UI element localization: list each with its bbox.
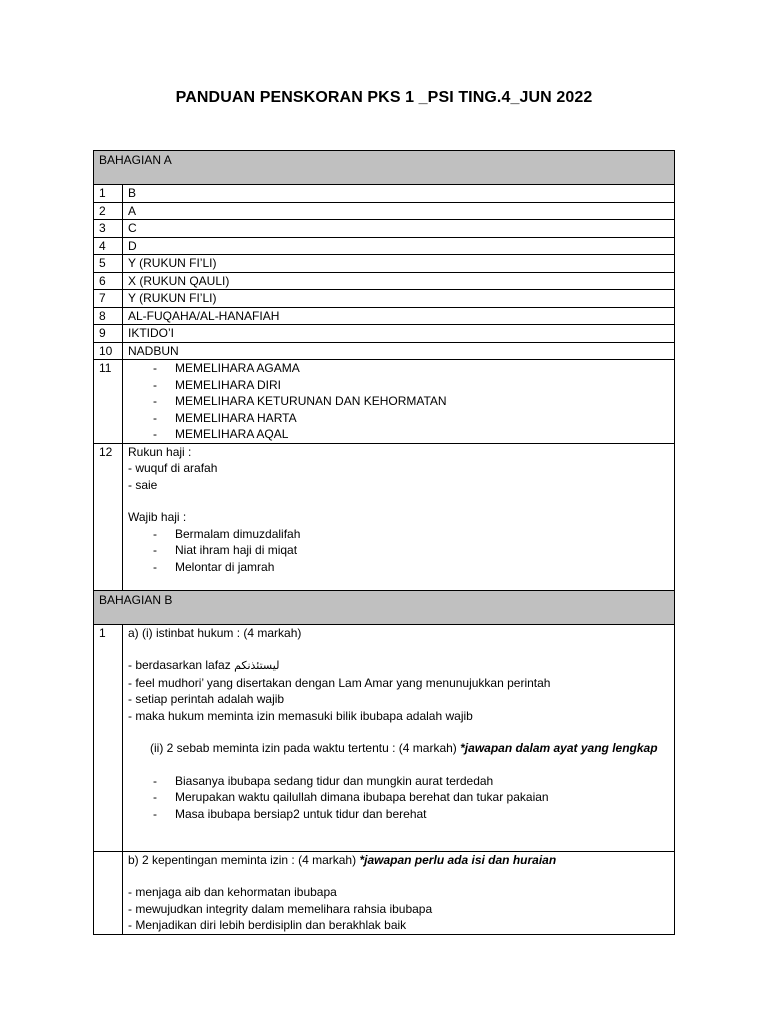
list-item: - MEMELIHARA KETURUNAN DAN KEHORMATAN (153, 394, 447, 408)
table-row (94, 255, 675, 273)
question-number: 3 (94, 220, 123, 238)
arabic-lafaz: ليستئذنكم (234, 659, 280, 672)
question-number: 9 (94, 325, 123, 343)
table-row (94, 237, 675, 255)
question-number: 12 (94, 443, 123, 590)
page-title: PANDUAN PENSKORAN PKS 1 _PSI TING.4_JUN 2022 (175, 89, 593, 106)
table-row (94, 342, 675, 360)
answer-cell: AL-FUQAHA/AL-HANAFIAH (123, 307, 675, 325)
marking-note: *jawapan dalam ayat yang lengkap (460, 741, 658, 755)
section-header-a (94, 151, 675, 185)
list-item: - feel mudhori’ yang disertakan dengan Lam Amar yang menunujukkan perintah (128, 675, 551, 690)
question-number: 11 (94, 360, 123, 444)
list-item: - Bermalam dimuzdalifah (153, 526, 301, 541)
answer-cell: X (RUKUN QAULI) (123, 272, 675, 290)
list-item: - maka hukum meminta izin memasuki bilik ibubapa adalah wajib (128, 708, 473, 723)
table-row (94, 202, 675, 220)
list-item: - MEMELIHARA DIRI (153, 377, 282, 392)
wajib-haji-heading: Wajib haji : (128, 510, 187, 524)
answer-cell (123, 851, 675, 934)
list-item: - setiap perintah adalah wajib (128, 692, 285, 706)
question-number: 2 (94, 202, 123, 220)
answer-cell (123, 624, 675, 851)
question-number: 7 (94, 290, 123, 308)
answer-cell: Y (RUKUN FI’LI) (123, 255, 675, 273)
answer-cell: D (123, 237, 675, 255)
answer-cell (123, 360, 675, 444)
section-title: BAHAGIAN A (94, 151, 675, 185)
answer-cell: Y (RUKUN FI’LI) (123, 290, 675, 308)
list-item: - MEMELIHARA AGAMA (153, 361, 300, 375)
list-item: - Merupakan waktu qailullah dimana ibubapa berehat dan tukar pakaian (153, 790, 549, 804)
answer-table (93, 150, 675, 935)
question-number: 1 (94, 624, 123, 851)
answer-cell: A (123, 202, 675, 220)
question-number: 10 (94, 342, 123, 360)
question-number: 6 (94, 272, 123, 290)
table-row (94, 290, 675, 308)
table-row-b1a (94, 624, 675, 851)
question-number: 8 (94, 307, 123, 325)
list-item: - MEMELIHARA HARTA (153, 410, 297, 425)
table-row (94, 307, 675, 325)
list-item: - Menjadikan diri lebih berdisiplin dan berakhlak baik (128, 918, 407, 932)
section-header-b (94, 590, 675, 624)
list-item: - Melontar di jamrah (153, 559, 275, 574)
list-item: - saie (128, 477, 158, 492)
list-item: - wuquf di arafah (128, 461, 218, 475)
section-title: BAHAGIAN B (94, 590, 675, 624)
question-heading: b) 2 kepentingan meminta izin : (4 markah) *jawapan perlu ada isi dan huraian (128, 852, 557, 867)
answer-cell: B (123, 185, 675, 203)
question-number: 4 (94, 237, 123, 255)
answer-cell (123, 443, 675, 590)
rukun-haji-heading: Rukun haji : (128, 444, 192, 459)
list-item: - menjaga aib dan kehormatan ibubapa (128, 885, 337, 899)
table-row (94, 185, 675, 203)
table-row (94, 272, 675, 290)
list-item: - mewujudkan integrity dalam memelihara rahsia ibubapa (128, 901, 433, 916)
question-number: 1 (94, 185, 123, 203)
table-row-q12 (94, 443, 675, 590)
question-number: 5 (94, 255, 123, 273)
list-item: - MEMELIHARA AQAL (153, 427, 289, 441)
table-row-q11 (94, 360, 675, 444)
answer-cell: C (123, 220, 675, 238)
question-heading: a) (i) istinbat hukum : (4 markah) (128, 625, 302, 640)
list-item: - berdasarkan lafaz ليستئذنكم (128, 658, 280, 672)
list-item: - Masa ibubapa bersiap2 untuk tidur dan berehat (153, 806, 427, 821)
list-item: - Biasanya ibubapa sedang tidur dan mungkin aurat terdedah (153, 773, 494, 788)
table-row (94, 220, 675, 238)
question-number (94, 851, 123, 934)
table-row (94, 325, 675, 343)
question-subpart: (ii) 2 sebab meminta izin pada waktu tertentu : (4 markah) *jawapan dalam ayat yang lengkap (150, 741, 658, 755)
list-item: - Niat ihram haji di miqat (153, 543, 298, 557)
answer-cell: NADBUN (123, 342, 675, 360)
marking-note: *jawapan perlu ada isi dan huraian (359, 852, 557, 867)
answer-cell: IKTIDO’I (123, 325, 675, 343)
table-row-b1b (94, 851, 675, 934)
